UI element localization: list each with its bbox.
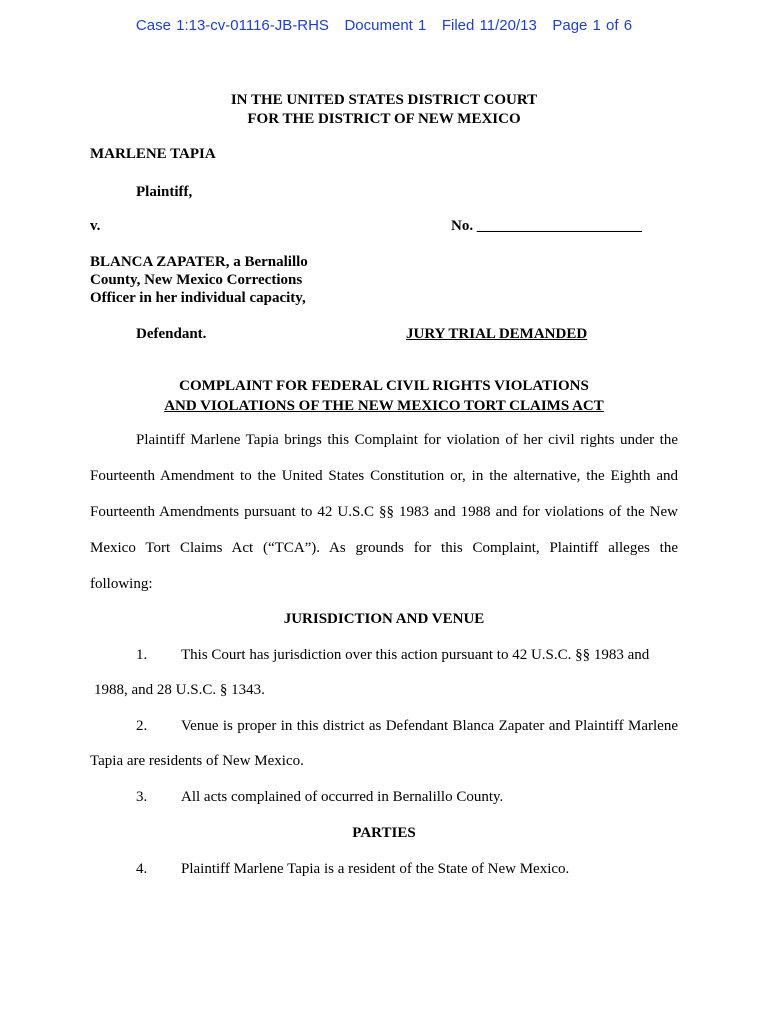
defendant-line2: County, New Mexico Corrections	[90, 272, 303, 288]
defendant-line1: BLANCA ZAPATER, a Bernalillo	[90, 254, 308, 270]
court-heading-line2: FOR THE DISTRICT OF NEW MEXICO	[247, 111, 521, 127]
section-heading-parties: PARTIES	[352, 825, 416, 841]
plaintiff-name: MARLENE TAPIA	[90, 146, 216, 162]
case-number-blank: No. ______________________	[451, 218, 642, 234]
stamp-filed-date: Filed 11/20/13	[441, 17, 537, 34]
court-heading-line1: IN THE UNITED STATES DISTRICT COURT	[230, 92, 538, 108]
versus: v.	[90, 218, 101, 234]
intro-line4: Mexico Tort Claims Act (“TCA”). As grounds for this Complaint, Plaintiff alleges the	[90, 540, 678, 556]
defendant-role: Defendant.	[136, 326, 207, 342]
para3-number: 3.	[136, 789, 148, 805]
jury-trial-demanded: JURY TRIAL DEMANDED	[406, 326, 588, 342]
defendant-line3: Officer in her individual capacity,	[90, 290, 306, 306]
filing-stamp	[0, 17, 768, 34]
para2-number: 2.	[136, 718, 148, 734]
stamp-document: Document 1	[344, 17, 427, 34]
para1-number: 1.	[136, 647, 148, 663]
complaint-title-line2	[0, 398, 768, 415]
complaint-title-line1: COMPLAINT FOR FEDERAL CIVIL RIGHTS VIOLATIONS	[179, 378, 589, 394]
plaintiff-role: Plaintiff,	[136, 184, 193, 200]
intro-line2: Fourteenth Amendment to the United States Constitution or, in the alternative, the Eighth and	[90, 468, 678, 484]
para4-line1: Plaintiff Marlene Tapia is a resident of the State of New Mexico.	[181, 861, 570, 877]
para3-line1: All acts complained of occurred in Bernalillo County.	[181, 789, 504, 805]
stamp-case-number: Case 1:13-cv-01116-JB-RHS	[135, 17, 329, 34]
intro-line5: following:	[90, 576, 153, 592]
para1-line2: 1988, and 28 U.S.C. § 1343.	[94, 682, 265, 698]
complaint-title-line2-text: AND VIOLATIONS OF THE NEW MEXICO TORT CLAIMS ACT	[164, 398, 604, 414]
para2-line2: Tapia are residents of New Mexico.	[90, 753, 304, 769]
para4-number: 4.	[136, 861, 148, 877]
para1-line1: This Court has jurisdiction over this action pursuant to 42 U.S.C. §§ 1983 and	[181, 647, 650, 663]
intro-line1: Plaintiff Marlene Tapia brings this Complaint for violation of her civil rights under the	[136, 432, 678, 448]
section-heading-jurisdiction: JURISDICTION AND VENUE	[283, 611, 485, 627]
stamp-page: Page 1 of 6	[552, 17, 633, 34]
intro-line3: Fourteenth Amendments pursuant to 42 U.S.C §§ 1983 and 1988 and for violations of the New	[90, 504, 678, 520]
para2-line1: Venue is proper in this district as Defendant Blanca Zapater and Plaintiff Marlene	[181, 718, 678, 734]
